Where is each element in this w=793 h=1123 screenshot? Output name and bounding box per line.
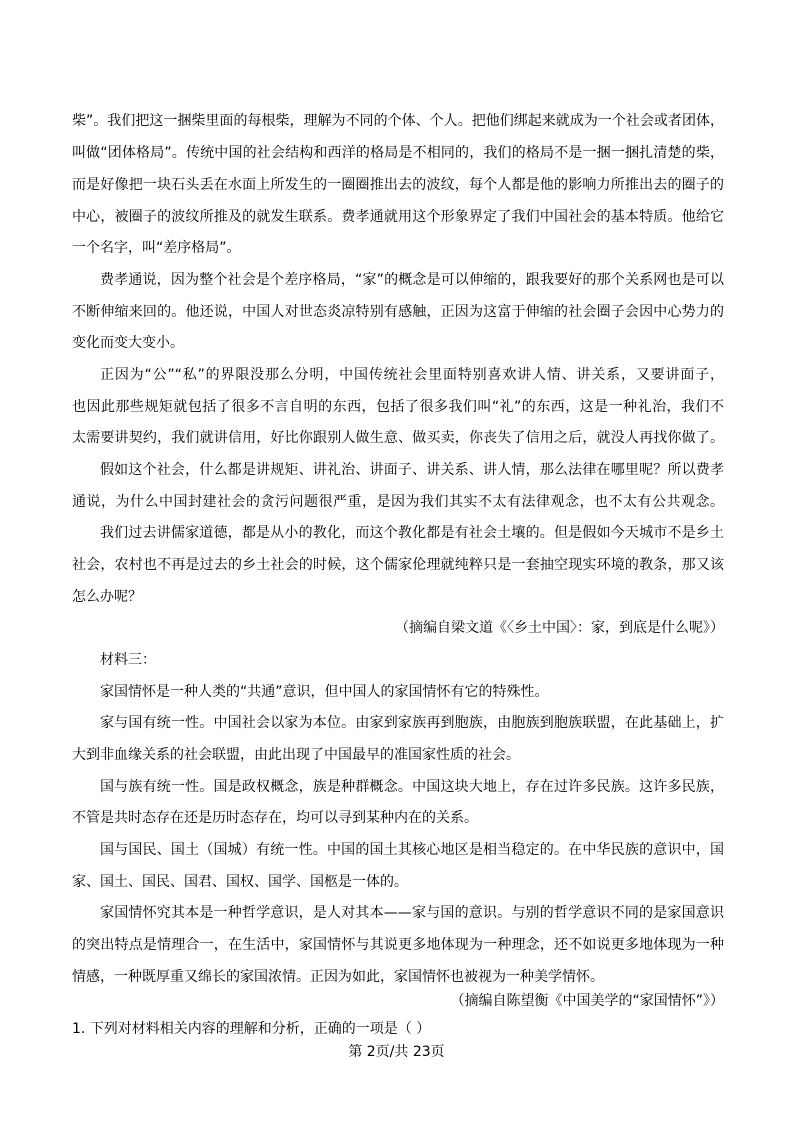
paragraph-line: 的突出特点是情理合一，在生活中，家国情怀与其说更多地体现为一种理念，还不如说更多地体现为一种	[72, 937, 724, 953]
paragraph-line: 国与国民、国土（国城）有统一性。中国的国土其核心地区是相当稳定的。在中华民族的意识中，国	[100, 842, 724, 858]
paragraph-line: 国与族有统一性。国是政权概念，族是种群概念。中国这块大地上，存在过许多民族。这许多民族，	[100, 779, 724, 795]
paragraph-line: 叫做“团体格局”。传统中国的社会结构和西洋的格局是不相同的，我们的格局不是一捆一捆扎清楚的柴，	[72, 145, 724, 161]
paragraph-line: 不管是共时态存在还是历时态存在，均可以寻到某种内在的关系。	[72, 810, 478, 826]
paragraph-line: 变化而变大变小。	[72, 335, 184, 351]
paragraph-line: 假如这个社会，什么都是讲规矩、讲礼治、讲面子、讲关系、讲人情，那么法律在哪里呢？所以费孝	[100, 462, 724, 478]
source-citation: （摘编自陈望衡《中国美学的“家国情怀”》）	[450, 993, 724, 1009]
paragraph-line: 一个名字，叫“差序格局”。	[72, 240, 241, 256]
paragraph-line: 家国情怀究其本是一种哲学意识，是人对其本——家与国的意识。与别的哲学意识不同的是家国意识	[100, 905, 724, 921]
paragraph-line: 家、国土、国民、国君、国权、国学、国柩是一体的。	[72, 874, 408, 890]
paragraph-line: 情感，一种既厚重又绵长的家国浓情。正因为如此，家国情怀也被视为一种美学情怀。	[72, 969, 604, 985]
paragraph-line: 社会，农村也不再是过去的乡土社会的时候，这个儒家伦理就纯粹只是一套抽空现实环境的教条，那又该	[72, 557, 724, 573]
paragraph-line: 家与国有统一性。中国社会以家为本位。由家到家族再到胞族，由胞族到胞族联盟，在此基础上，扩	[100, 715, 724, 731]
paragraph-line: 费孝通说，因为整个社会是个差序格局，“家”的概念是可以伸缩的，跟我要好的那个关系网也是可以	[100, 272, 724, 288]
paragraph-line: 正因为“公”“私”的界限没那么分明，中国传统社会里面特别喜欢讲人情、讲关系，又要讲面子，	[100, 367, 724, 383]
paragraph-line: 通说，为什么中国封建社会的贪污问题很严重，是因为我们其实不太有法律观念，也不太有公共观念。	[72, 494, 724, 510]
source-citation: （摘编自梁文道《〈乡土中国〉：家，到底是什么呢》）	[395, 620, 724, 636]
paragraph-line: 中心，被圈子的波纹所推及的就发生联系。费孝通就用这个形象界定了我们中国社会的基本特质。他给它	[72, 209, 724, 225]
paragraph-line: 不断伸缩来回的。他还说，中国人对世态炎凉特别有感触，正因为这富于伸缩的社会圈子会因中心势力的	[72, 304, 724, 320]
page-footer: 第 2页/共 23页	[348, 1044, 445, 1060]
paragraph-line: 我们过去讲儒家道德，都是从小的教化，而这个教化都是有社会土壤的。但是假如今天城市不是乡土	[100, 525, 724, 541]
paragraph-line: 柴”。我们把这一捆柴里面的每根柴，理解为不同的个体、个人。把他们绑起来就成为一个社会或者团体，	[72, 113, 724, 129]
paragraph-line: 而是好像把一块石头丢在水面上所发生的一圈圈推出去的波纹，每个人都是他的影响力所推出去的圈子的	[72, 177, 724, 193]
question-stem: 1. 下列对材料相关内容的理解和分析，正确的一项是（ ）	[72, 1021, 431, 1037]
paragraph-line: 也因此那些规矩就包括了很多不言自明的东西，包括了很多我们叫“礼”的东西，这是一种礼治，我们不	[72, 399, 724, 415]
paragraph-line: 大到非血缘关系的社会联盟，由此出现了中国最早的准国家性质的社会。	[72, 747, 520, 763]
section-heading: 材料三：	[100, 652, 156, 668]
paragraph-line: 太需要讲契约，我们就讲信用，好比你跟别人做生意、做买卖，你丧失了信用之后，就没人再找你做了。	[72, 430, 724, 446]
paragraph-line: 怎么办呢？	[72, 589, 142, 605]
paragraph-line: 家国情怀是一种人类的“共通”意识，但中国人的家国情怀有它的特殊性。	[100, 684, 549, 700]
